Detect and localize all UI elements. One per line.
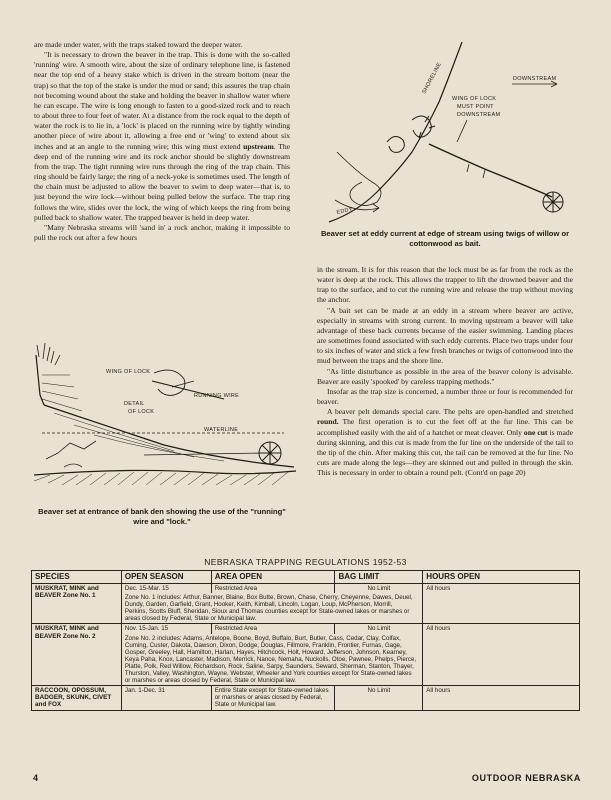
- page-number: 4: [33, 773, 39, 783]
- detail-label-line-1: DETAIL: [124, 401, 145, 407]
- right-paragraph-1: in the stream. It is for this reason that the lock must be as far from the rock as the water is deep at the rock. This allows the trapper to lift the drowned beaver and the trap to the surface, and to cut the running wire and release the trap without moving the anchor.: [317, 265, 573, 305]
- area-cell: Restricted Area: [211, 624, 335, 634]
- eddy-set-illustration: [317, 32, 579, 228]
- bag-limit-cell: No Limit: [335, 624, 423, 634]
- species-cell: MUSKRAT, MINK and BEAVER Zone No. 1: [32, 584, 122, 624]
- eddy-set-caption: Beaver set at eddy current at edge of stream using twigs of willow or cottonwood as bait.: [320, 229, 570, 248]
- species-cell: RACCOON, OPOSSUM, BADGER, SKUNK, CIVET and FOX: [32, 686, 122, 710]
- bank-den-set-illustration: [34, 335, 296, 505]
- wing-note-line-3: DOWNSTREAM: [457, 112, 501, 118]
- header-hours-open: HOURS OPEN: [423, 571, 580, 584]
- right-paragraph-4: Insofar as the trap size is concerned, a number three or four is recommended for beaver.: [317, 386, 573, 407]
- season-cell: Nov. 15-Jan. 15: [121, 624, 211, 634]
- species-cell: MUSKRAT, MINK and BEAVER Zone No. 2: [32, 624, 122, 686]
- wing-note-line-1: WING OF LOCK: [452, 96, 497, 102]
- season-cell: Dec. 15-Mar. 15: [121, 584, 211, 594]
- left-paragraph-3: "Many Nebraska streams will 'sand in' a rock anchor, making it impossible to pull the rock out after a few hours: [34, 222, 290, 242]
- running-wire-label: RUNNING WIRE: [194, 393, 240, 399]
- right-paragraph-3: "As little disturbance as possible in the area of the beaver colony is advisable. Beaver are easily 'spooked' by careless trapping methods.": [317, 366, 573, 386]
- waterline-label: WATERLINE: [204, 427, 239, 433]
- bag-limit-cell: No Limit: [335, 686, 423, 710]
- table-header-row: [32, 571, 580, 584]
- hours-cell: All hours: [423, 584, 580, 594]
- left-article-column: [34, 40, 290, 243]
- season-cell: Jan. 1-Dec. 31: [121, 686, 211, 710]
- wing-of-lock-label: WING OF LOCK: [106, 369, 151, 375]
- continued-note: (Cont'd on page 20): [465, 468, 526, 478]
- right-article-column: [317, 265, 573, 478]
- shoreline-label: SHORELINE: [421, 61, 443, 95]
- eddy-label: EDDY: [336, 206, 354, 216]
- table-row: [32, 686, 580, 710]
- bag-limit-cell: No Limit: [335, 584, 423, 594]
- empty-cell: [423, 593, 580, 624]
- trapping-regulations-table: [31, 570, 580, 711]
- left-paragraph-1: are made under water, with the traps staked toward the deeper water.: [34, 40, 243, 49]
- wing-note-line-2: MUST POINT: [457, 104, 494, 110]
- bank-den-caption: Beaver set at entrance of bank den showing the use of the "running" wire and "lock.": [38, 507, 286, 526]
- header-species: SPECIES: [32, 571, 122, 584]
- left-paragraph-2: "It is necessary to drown the beaver in the trap. This is done with the so-called 'running' wire. A smooth wire, about the size of ordinary telephone line, is fastened near the top end of a heavy stake which is driven in the stream bottom (near the trap) so that the top of the stake is under the mud or sand; this assures the trap chain not becoming wound about the stake and holding the beaver in shallow water where he can escape. The wire is long enough to fasten to a good-sized rock and to reach to about three to four feet of water. At a distance from the rock equal to the depth of water the rock is to lie in, a 'lock' is placed on the running wire by tightly winding another piece of wire about it, allowing a free end or 'wing' to extend about six inches and at an angle to the running wire; this wing must extend upstream. The deep end of the running wire and its rock anchor should be slightly downstream from the trap. The tight running wire runs through the ring of the trap chain. This ring should be fairly large; the ring of a neck-yoke is sometimes used. The length of the chain must be adjusted to allow the beaver to swim to deep water—that is, to just beyond the wire lock—without being pulled below the surface. The trap ring follows the wire, slides over the lock, the wing of which keeps the ring from being pulled back to shallow water. The trapped beaver is held in deep water.: [34, 50, 290, 222]
- header-area-open: AREA OPEN: [211, 571, 335, 584]
- hours-cell: All hours: [423, 624, 580, 634]
- zone-counties-cell: Zone No. 2 includes: Adams, Antelope, Boone, Boyd, Buffalo, Burt, Butler, Cass, Cedar, Clay, Colfax, Cuming, Custer, Dakota, Dawson, Dixon, Dodge, Douglas, Fillmore, Franklin, Frontier, Furnas, Gage, Gosper, Greeley, Hall, Hamilton, Harlan, Hayes, Hitchcock, Holt, Howard, Jefferson, Johnson, Kearney, Keya Paha, Knox, Lancaster, Madison, Merrick, Nance, Nemaha, Nuckolls, Otoe, Pawnee, Phelps, Pierce, Platte, Polk, Red Willow, Richardson, Rock, Saline, Sarpy, Saunders, Seward, Sherman, Stanton, Thayer, Thurston, Valley, Washington, Wayne, Webster, Wheeler and York counties except for State-owned lakes or marshes or areas closed by Federal, State or Municipal law.: [121, 634, 422, 686]
- table-row: [32, 624, 580, 634]
- header-bag-limit: BAG LIMIT: [335, 571, 423, 584]
- table-row: [32, 584, 580, 594]
- hours-cell: All hours: [423, 686, 580, 710]
- area-cell: Restricted Area: [211, 584, 335, 594]
- right-paragraph-2: "A bait set can be made at an eddy in a stream where beaver are active, especially in streams with strong current. In moving upstream a beaver will take advantage of these back currents because of the easier swimming. Landing places are sometimes found associated with such eddy currents. Place two traps under four to six inches of water and stick a few fresh branches or twigs of cottonwood into the mud between the traps and the shore line.: [317, 305, 574, 366]
- header-open-season: OPEN SEASON: [121, 571, 211, 584]
- magazine-name: OUTDOOR NEBRASKA: [471, 773, 581, 783]
- zone-counties-cell: Zone No. 1 includes: Arthur, Banner, Blaine, Box Butte, Brown, Chase, Cherry, Cheyenne, Dawes, Deuel, Dundy, Garden, Garfield, Grant, Hooker, Keith, Kimball, Lincoln, Logan, Loup, McPherson, Morrill, Perkins, Scotts Bluff, Sheridan, Sioux and Thomas counties except for State-owned lakes or marshes or areas closed by Federal, State or Municipal law.: [121, 593, 422, 624]
- right-paragraph-5: A beaver pelt demands special care. The pelts are open-handled and stretched round. The first operation is to cut the feet off at the fur line. This can be accomplished easily with the aid of a hatchet or meat cleaver. Only one cut is made during skinning, and this cut is made from the fur line on the underside of the tail to the tip of the chin. After making this cut, the tail can be removed at the fur line. No cuts are made along the legs—they are skinned out and pulled in through the skin. This is necessary in order to obtain a round pelt. (Cont'd on page 20): [317, 407, 574, 478]
- empty-cell: [423, 634, 580, 686]
- regulations-title: NEBRASKA TRAPPING REGULATIONS 1952-53: [204, 557, 407, 567]
- area-cell: Entire State except for State-owned lakes or marshes or areas closed by Federal, State or Municipal law.: [211, 686, 335, 710]
- detail-label-line-2: OF LOCK: [128, 409, 155, 415]
- downstream-label: DOWNSTREAM: [513, 76, 557, 82]
